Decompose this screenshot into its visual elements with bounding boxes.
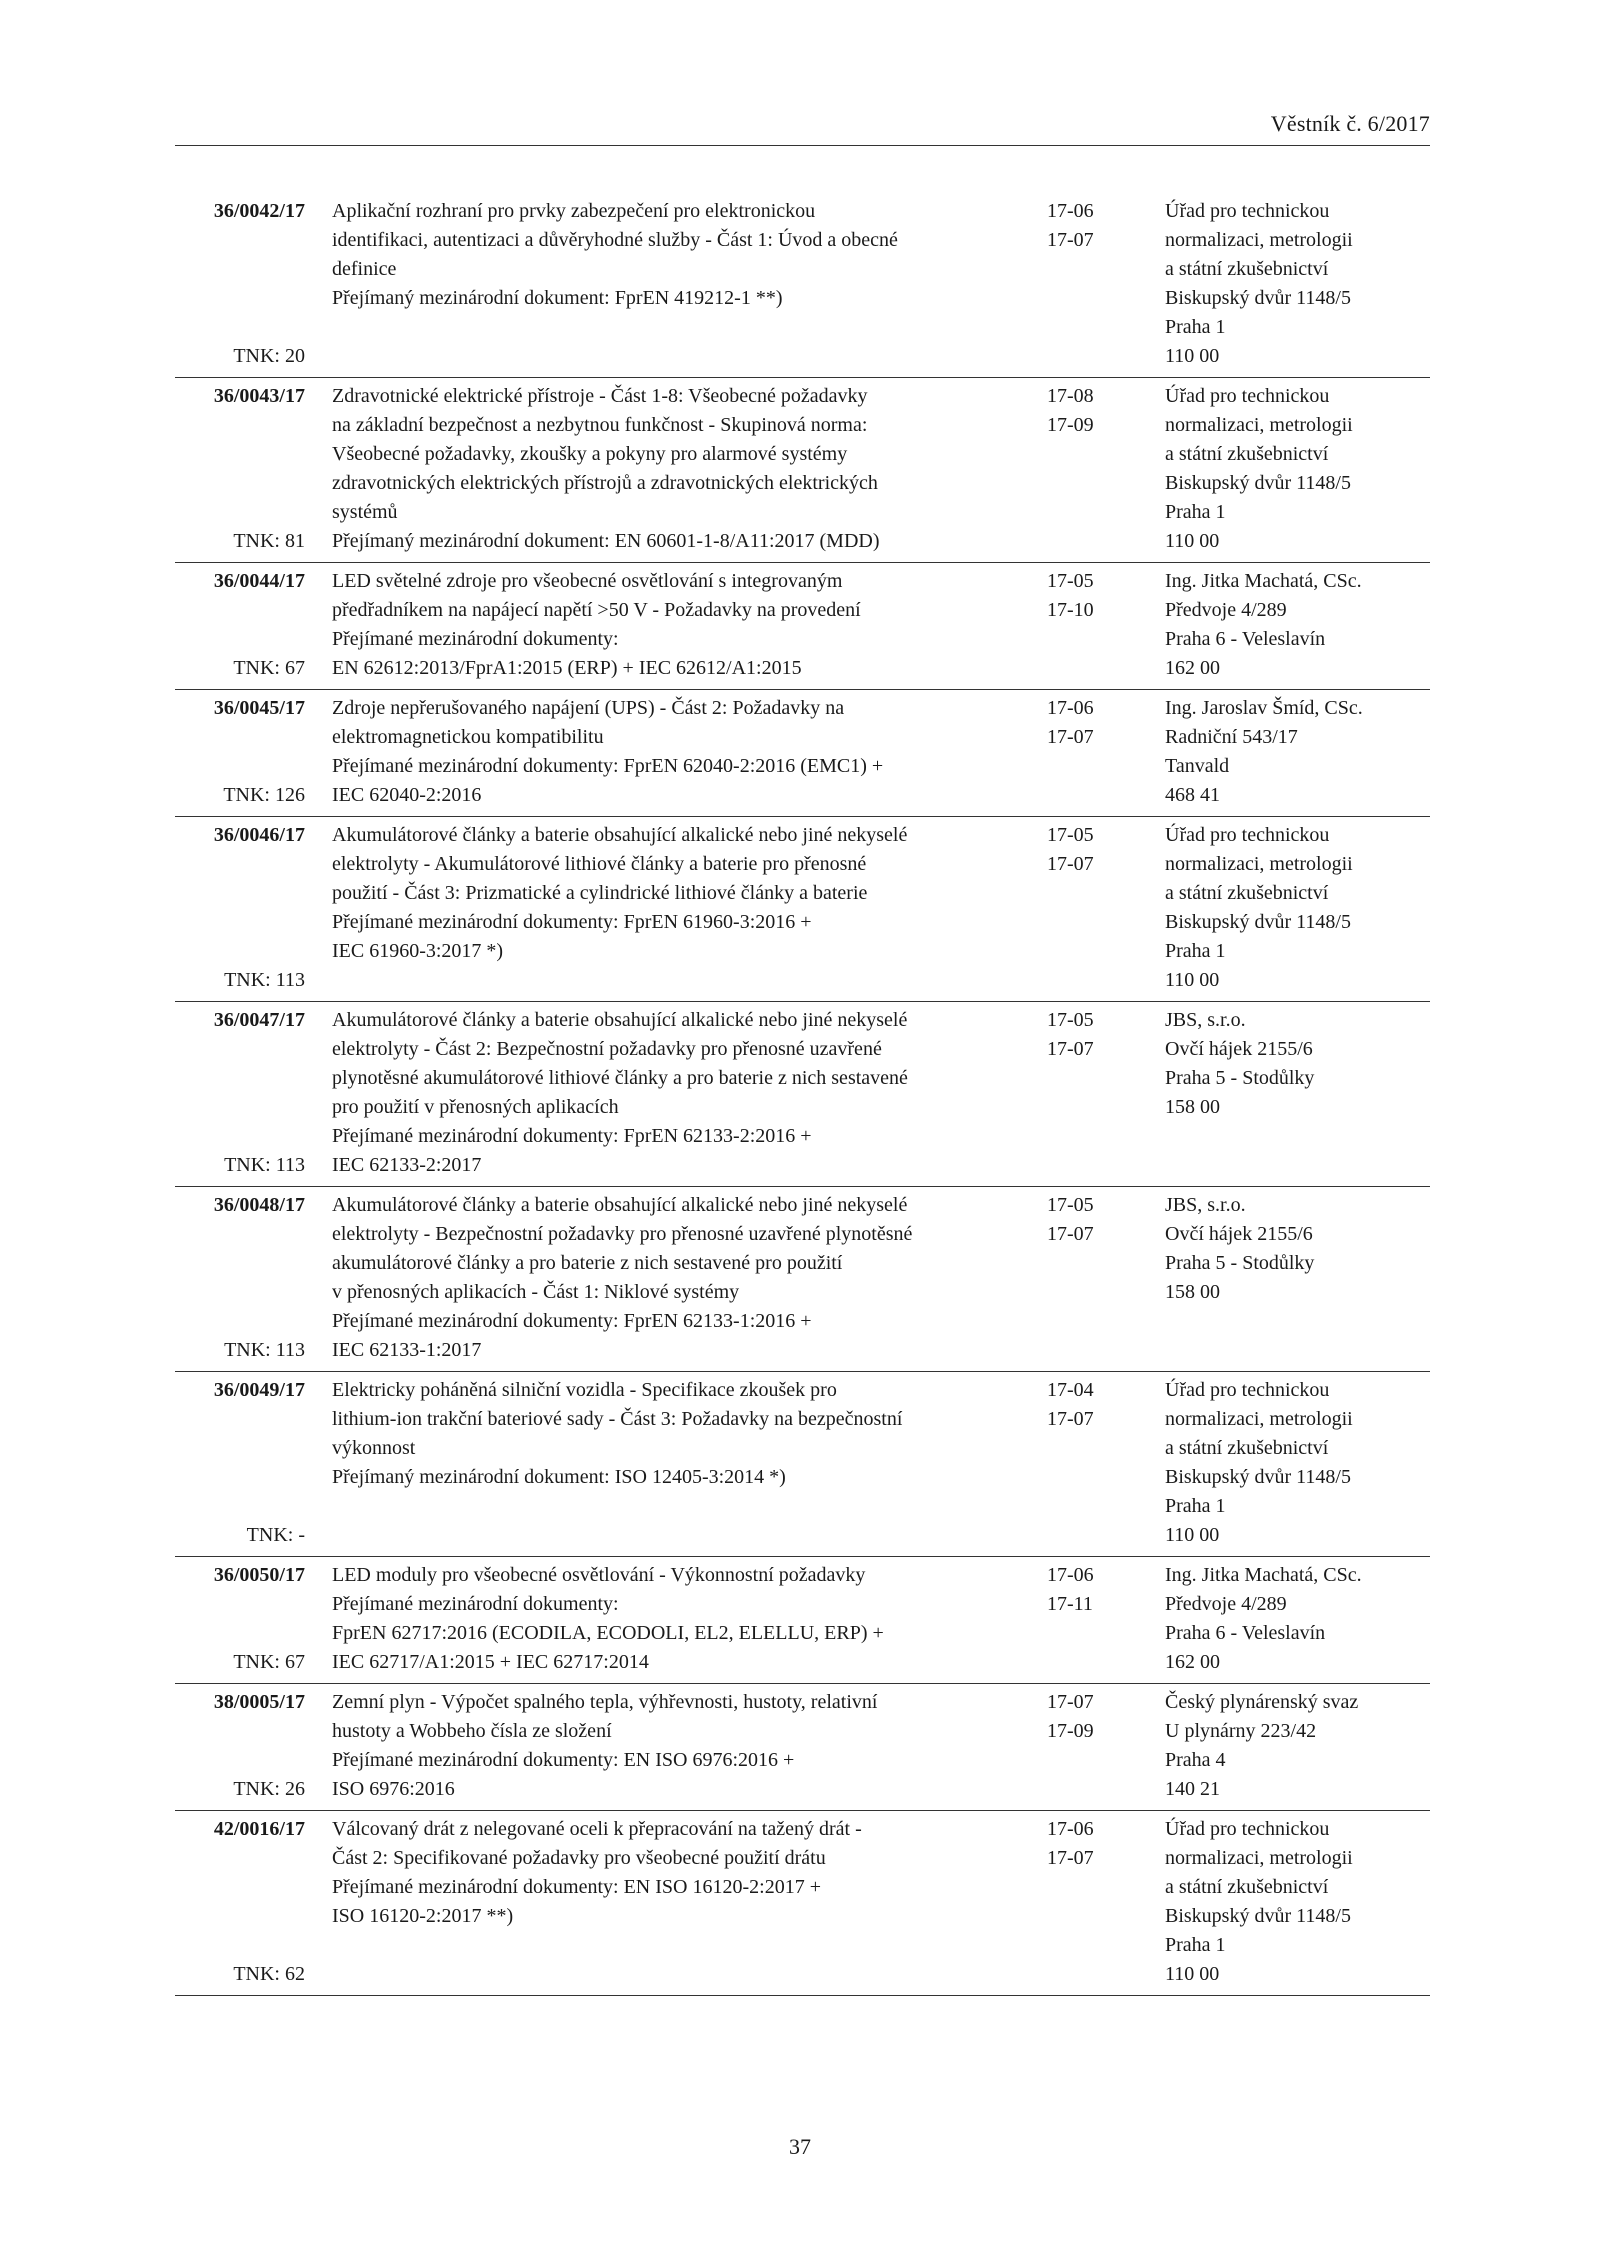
tnk-label: TNK: 62 — [233, 1963, 305, 1985]
standard-id-cell — [175, 1557, 305, 1683]
description-line: pro použití v přenosných aplikacích — [332, 1096, 619, 1118]
address-line: Úřad pro technickou — [1165, 824, 1330, 846]
description-line: lithium-ion trakční bateriové sady - Část 3: Požadavky na bezpečnostní — [332, 1408, 903, 1430]
address-line: 110 00 — [1165, 345, 1220, 367]
description-line: elektrolyty - Část 2: Bezpečnostní požadavky pro přenosné uzavřené — [332, 1038, 882, 1060]
description-line: předřadníkem na napájecí napětí >50 V - Požadavky na provedení — [332, 599, 861, 621]
address-line: Předvoje 4/289 — [1165, 599, 1287, 621]
address-cell — [1133, 1811, 1430, 1995]
description-line: Elektricky poháněná silniční vozidla - Specifikace zkoušek pro — [332, 1379, 837, 1401]
description-line: Válcovaný drát z nelegované oceli k přepracování na tažený drát - — [332, 1818, 862, 1840]
table-row — [175, 817, 1430, 1002]
standard-number: 38/0005/17 — [213, 1691, 305, 1713]
address-line: JBS, s.r.o. — [1165, 1009, 1246, 1031]
address-line: Praha 4 — [1165, 1749, 1226, 1771]
description-line: Přejímané mezinárodní dokumenty: — [332, 1593, 619, 1615]
description-cell — [305, 1002, 1030, 1186]
address-line: a státní zkušebnictví — [1165, 258, 1329, 280]
description-cell — [305, 1372, 1030, 1556]
address-line: Biskupský dvůr 1148/5 — [1165, 911, 1351, 933]
description-line: LED moduly pro všeobecné osvětlování - Výkonnostní požadavky — [332, 1564, 866, 1586]
address-line: normalizaci, metrologii — [1165, 414, 1353, 436]
address-line: normalizaci, metrologii — [1165, 1847, 1353, 1869]
description-line: Zdravotnické elektrické přístroje - Část 1-8: Všeobecné požadavky — [332, 385, 868, 407]
address-line: 110 00 — [1165, 1963, 1220, 1985]
table-row — [175, 690, 1430, 817]
address-line: Praha 1 — [1165, 501, 1226, 523]
standard-number: 36/0044/17 — [213, 570, 305, 592]
description-cell — [305, 1684, 1030, 1810]
address-line: 110 00 — [1165, 1524, 1220, 1546]
address-line: a státní zkušebnictví — [1165, 1876, 1329, 1898]
date-line: 17-07 — [1047, 726, 1094, 748]
address-line: Biskupský dvůr 1148/5 — [1165, 472, 1351, 494]
address-line: normalizaci, metrologii — [1165, 229, 1353, 251]
description-line: zdravotnických elektrických přístrojů a zdravotnických elektrických — [332, 472, 878, 494]
address-cell — [1133, 1372, 1430, 1556]
address-line: Praha 5 - Stodůlky — [1165, 1067, 1315, 1089]
table-row — [175, 191, 1430, 378]
tnk-label: TNK: 126 — [223, 784, 305, 806]
address-cell — [1133, 1002, 1430, 1186]
address-line: Ing. Jaroslav Šmíd, CSc. — [1165, 697, 1363, 719]
address-line: JBS, s.r.o. — [1165, 1194, 1246, 1216]
standard-number: 36/0050/17 — [213, 1564, 305, 1586]
description-line: použití - Část 3: Prizmatické a cylindrické lithiové články a baterie — [332, 882, 868, 904]
description-line: plynotěsné akumulátorové lithiové články a pro baterie z nich sestavené — [332, 1067, 908, 1089]
address-line: 158 00 — [1165, 1096, 1220, 1118]
date-line: 17-07 — [1047, 229, 1094, 251]
address-line: 468 41 — [1165, 784, 1220, 806]
description-line: Přejímaný mezinárodní dokument: ISO 12405-3:2014 *) — [332, 1466, 786, 1488]
date-line: 17-06 — [1047, 1564, 1094, 1586]
address-line: Úřad pro technickou — [1165, 385, 1330, 407]
address-cell — [1133, 1684, 1430, 1810]
page-number: 37 — [789, 2134, 811, 2159]
address-line: Předvoje 4/289 — [1165, 1593, 1287, 1615]
address-cell — [1133, 378, 1430, 562]
address-line: a státní zkušebnictví — [1165, 443, 1329, 465]
address-line: Biskupský dvůr 1148/5 — [1165, 1466, 1351, 1488]
description-line: definice — [332, 258, 397, 280]
description-line: IEC 62133-2:2017 — [332, 1154, 482, 1176]
standard-number: 36/0048/17 — [213, 1194, 305, 1216]
standard-id-cell — [175, 1372, 305, 1556]
description-line: IEC 61960-3:2017 *) — [332, 940, 504, 962]
address-cell — [1133, 1557, 1430, 1683]
description-line: Přejímaný mezinárodní dokument: EN 60601-1-8/A11:2017 (MDD) — [332, 530, 880, 552]
address-line: Ovčí hájek 2155/6 — [1165, 1223, 1313, 1245]
date-line: 17-06 — [1047, 697, 1094, 719]
description-cell — [305, 563, 1030, 689]
description-line: identifikaci, autentizaci a důvěryhodné služby - Část 1: Úvod a obecné — [332, 229, 898, 251]
tnk-label: TNK: 113 — [224, 1154, 305, 1176]
standard-number: 42/0016/17 — [213, 1818, 305, 1840]
date-line: 17-06 — [1047, 200, 1094, 222]
address-line: Ing. Jitka Machatá, CSc. — [1165, 570, 1362, 592]
date-line: 17-05 — [1047, 1194, 1094, 1216]
table-row — [175, 1811, 1430, 1996]
date-line: 17-09 — [1047, 414, 1094, 436]
standard-number: 36/0043/17 — [213, 385, 305, 407]
description-cell — [305, 378, 1030, 562]
description-line: FprEN 62717:2016 (ECODILA, ECODOLI, EL2, ELELLU, ERP) + — [332, 1622, 884, 1644]
description-cell — [305, 817, 1030, 1001]
description-cell — [305, 690, 1030, 816]
address-line: Biskupský dvůr 1148/5 — [1165, 1905, 1351, 1927]
dates-cell — [1030, 817, 1133, 1001]
standard-id-cell — [175, 378, 305, 562]
date-line: 17-07 — [1047, 1408, 1094, 1430]
standard-id-cell — [175, 1684, 305, 1810]
description-line: IEC 62040-2:2016 — [332, 784, 482, 806]
description-cell — [305, 1187, 1030, 1371]
date-line: 17-07 — [1047, 1691, 1094, 1713]
description-line: elektrolyty - Bezpečnostní požadavky pro přenosné uzavřené plynotěsné — [332, 1223, 913, 1245]
date-line: 17-05 — [1047, 570, 1094, 592]
description-line: akumulátorové články a pro baterie z nich sestavené pro použití — [332, 1252, 843, 1274]
address-line: Praha 1 — [1165, 940, 1226, 962]
table-row — [175, 1684, 1430, 1811]
dates-cell — [1030, 1187, 1133, 1371]
address-cell — [1133, 563, 1430, 689]
address-line: Biskupský dvůr 1148/5 — [1165, 287, 1351, 309]
date-line: 17-07 — [1047, 1038, 1094, 1060]
tnk-label: TNK: 26 — [233, 1778, 305, 1800]
description-line: Zdroje nepřerušovaného napájení (UPS) - Část 2: Požadavky na — [332, 697, 845, 719]
dates-cell — [1030, 690, 1133, 816]
date-line: 17-10 — [1047, 599, 1094, 621]
description-line: ISO 16120-2:2017 **) — [332, 1905, 514, 1927]
standard-number: 36/0046/17 — [213, 824, 305, 846]
table-row — [175, 1187, 1430, 1372]
tnk-label: TNK: 20 — [233, 345, 305, 367]
dates-cell — [1030, 1811, 1133, 1995]
description-line: EN 62612:2013/FprA1:2015 (ERP) + IEC 62612/A1:2015 — [332, 657, 802, 679]
description-line: hustoty a Wobbeho čísla ze složení — [332, 1720, 612, 1742]
description-line: elektrolyty - Akumulátorové lithiové články a baterie pro přenosné — [332, 853, 867, 875]
date-line: 17-06 — [1047, 1818, 1094, 1840]
dates-cell — [1030, 191, 1133, 377]
description-line: Přejímané mezinárodní dokumenty: FprEN 62133-2:2016 + — [332, 1125, 812, 1147]
date-line: 17-07 — [1047, 853, 1094, 875]
table-row — [175, 563, 1430, 690]
page-header-title: Věstník č. 6/2017 — [1270, 111, 1430, 136]
dates-cell — [1030, 378, 1133, 562]
table-row — [175, 1372, 1430, 1557]
description-line: Část 2: Specifikované požadavky pro všeobecné použití drátu — [332, 1847, 826, 1869]
address-line: Praha 6 - Veleslavín — [1165, 1622, 1326, 1644]
dates-cell — [1030, 1684, 1133, 1810]
date-line: 17-08 — [1047, 385, 1094, 407]
address-line: Praha 5 - Stodůlky — [1165, 1252, 1315, 1274]
address-line: Ovčí hájek 2155/6 — [1165, 1038, 1313, 1060]
address-line: 140 21 — [1165, 1778, 1220, 1800]
standard-id-cell — [175, 1187, 305, 1371]
address-line: Praha 1 — [1165, 1934, 1226, 1956]
description-line: Akumulátorové články a baterie obsahující alkalické nebo jiné nekyselé — [332, 1009, 908, 1031]
address-line: Tanvald — [1165, 755, 1230, 777]
description-line: elektromagnetickou kompatibilitu — [332, 726, 604, 748]
standard-id-cell — [175, 1811, 305, 1995]
date-line: 17-07 — [1047, 1223, 1094, 1245]
description-line: Aplikační rozhraní pro prvky zabezpečení pro elektronickou — [332, 200, 816, 222]
tnk-label: TNK: 67 — [233, 657, 305, 679]
tnk-label: TNK: - — [246, 1524, 305, 1546]
tnk-label: TNK: 113 — [224, 1339, 305, 1361]
address-line: Úřad pro technickou — [1165, 1818, 1330, 1840]
date-line: 17-11 — [1047, 1593, 1093, 1615]
address-line: Český plynárenský svaz — [1165, 1691, 1359, 1713]
address-line: a státní zkušebnictví — [1165, 882, 1329, 904]
header-divider — [175, 145, 1430, 146]
description-line: Přejímané mezinárodní dokumenty: FprEN 62133-1:2016 + — [332, 1310, 812, 1332]
standard-number: 36/0049/17 — [213, 1379, 305, 1401]
standard-number: 36/0047/17 — [213, 1009, 305, 1031]
description-line: Zemní plyn - Výpočet spalného tepla, výhřevnosti, hustoty, relativní — [332, 1691, 878, 1713]
table-row — [175, 1002, 1430, 1187]
description-line: IEC 62133-1:2017 — [332, 1339, 482, 1361]
description-line: na základní bezpečnost a nezbytnou funkčnost - Skupinová norma: — [332, 414, 868, 436]
tnk-label: TNK: 113 — [224, 969, 305, 991]
description-line: Přejímané mezinárodní dokumenty: EN ISO 16120-2:2017 + — [332, 1876, 821, 1898]
address-line: Praha 1 — [1165, 1495, 1226, 1517]
standards-table — [175, 191, 1430, 1996]
table-row — [175, 1557, 1430, 1684]
address-line: Praha 6 - Veleslavín — [1165, 628, 1326, 650]
standard-number: 36/0042/17 — [213, 200, 305, 222]
description-line: Přejímané mezinárodní dokumenty: FprEN 61960-3:2016 + — [332, 911, 812, 933]
description-line: ISO 6976:2016 — [332, 1778, 455, 1800]
address-line: Radniční 543/17 — [1165, 726, 1298, 748]
address-line: 110 00 — [1165, 530, 1220, 552]
date-line: 17-09 — [1047, 1720, 1094, 1742]
address-line: U plynárny 223/42 — [1165, 1720, 1317, 1742]
description-cell — [305, 1811, 1030, 1995]
date-line: 17-05 — [1047, 824, 1094, 846]
description-line: Všeobecné požadavky, zkoušky a pokyny pro alarmové systémy — [332, 443, 848, 465]
table-row — [175, 378, 1430, 563]
standard-id-cell — [175, 191, 305, 377]
description-line: LED světelné zdroje pro všeobecné osvětlování s integrovaným — [332, 570, 843, 592]
date-line: 17-07 — [1047, 1847, 1094, 1869]
address-cell — [1133, 817, 1430, 1001]
address-cell — [1133, 690, 1430, 816]
dates-cell — [1030, 1002, 1133, 1186]
tnk-label: TNK: 81 — [233, 530, 305, 552]
address-line: 110 00 — [1165, 969, 1220, 991]
date-line: 17-05 — [1047, 1009, 1094, 1031]
address-line: a státní zkušebnictví — [1165, 1437, 1329, 1459]
address-line: Úřad pro technickou — [1165, 1379, 1330, 1401]
description-line: Přejímaný mezinárodní dokument: FprEN 419212-1 **) — [332, 287, 783, 309]
address-line: 158 00 — [1165, 1281, 1220, 1303]
description-line: Akumulátorové články a baterie obsahující alkalické nebo jiné nekyselé — [332, 1194, 908, 1216]
description-line: IEC 62717/A1:2015 + IEC 62717:2014 — [332, 1651, 649, 1673]
address-line: 162 00 — [1165, 1651, 1220, 1673]
address-line: Ing. Jitka Machatá, CSc. — [1165, 1564, 1362, 1586]
description-cell — [305, 1557, 1030, 1683]
address-line: Praha 1 — [1165, 316, 1226, 338]
description-line: v přenosných aplikacích - Část 1: Niklové systémy — [332, 1281, 740, 1303]
address-line: Úřad pro technickou — [1165, 200, 1330, 222]
address-cell — [1133, 1187, 1430, 1371]
address-line: normalizaci, metrologii — [1165, 853, 1353, 875]
standard-number: 36/0045/17 — [213, 697, 305, 719]
description-line: systémů — [332, 501, 398, 523]
address-cell — [1133, 191, 1430, 377]
dates-cell — [1030, 563, 1133, 689]
description-line: Přejímané mezinárodní dokumenty: EN ISO 6976:2016 + — [332, 1749, 795, 1771]
description-line: Akumulátorové články a baterie obsahující alkalické nebo jiné nekyselé — [332, 824, 908, 846]
dates-cell — [1030, 1372, 1133, 1556]
address-line: 162 00 — [1165, 657, 1220, 679]
standard-id-cell — [175, 817, 305, 1001]
standard-id-cell — [175, 1002, 305, 1186]
description-line: výkonnost — [332, 1437, 416, 1459]
dates-cell — [1030, 1557, 1133, 1683]
date-line: 17-04 — [1047, 1379, 1094, 1401]
description-cell — [305, 191, 1030, 377]
address-line: normalizaci, metrologii — [1165, 1408, 1353, 1430]
standard-id-cell — [175, 690, 305, 816]
description-line: Přejímané mezinárodní dokumenty: — [332, 628, 619, 650]
standard-id-cell — [175, 563, 305, 689]
description-line: Přejímané mezinárodní dokumenty: FprEN 62040-2:2016 (EMC1) + — [332, 755, 884, 777]
tnk-label: TNK: 67 — [233, 1651, 305, 1673]
